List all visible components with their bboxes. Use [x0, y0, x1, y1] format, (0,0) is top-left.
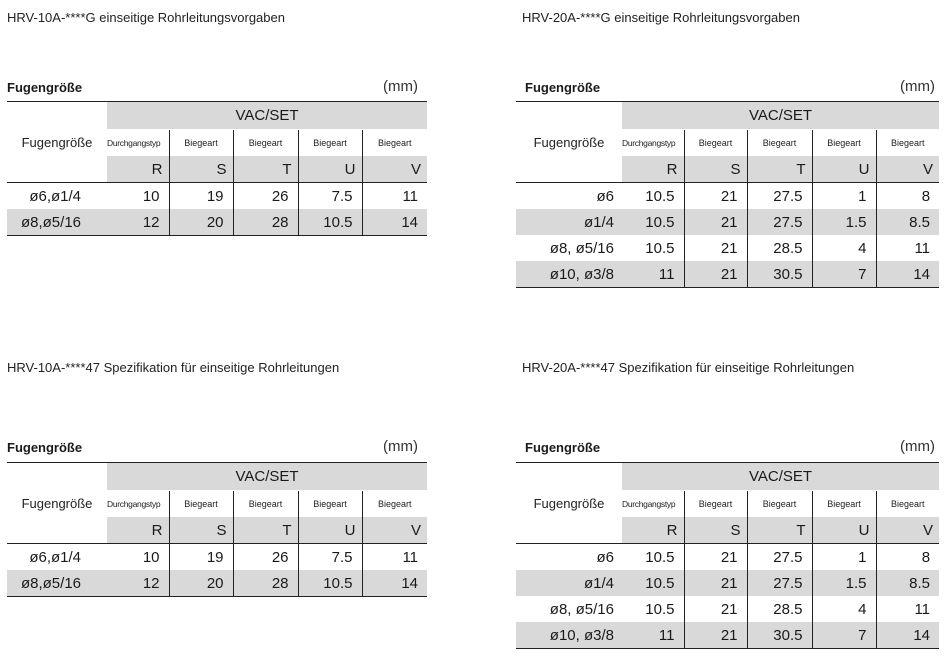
column-letter: R: [622, 517, 684, 544]
value-cell: 10.5: [622, 183, 684, 210]
value-cell: 10.5: [645, 600, 675, 618]
value-cell: 21: [684, 570, 747, 596]
value-cell: 26: [233, 183, 298, 210]
value-cell: 8.5: [876, 570, 939, 596]
value-cell: 27.5: [747, 544, 812, 571]
spec-panel-hrv10a-g: [7, 10, 429, 250]
panel-title: HRV-10A-****G einseitige Rohrleitungsvorgaben: [7, 10, 285, 25]
type-label: Biegeart: [298, 491, 362, 518]
column-letter: T: [747, 156, 812, 183]
vac-set-header: VAC/SET: [107, 102, 427, 130]
size-cell: ø6: [516, 183, 622, 210]
size-cell: ø1/4: [516, 209, 622, 235]
value-cell: 19: [169, 544, 233, 571]
vac-set-header: VAC/SET: [622, 102, 939, 130]
vac-set-header: VAC/SET: [622, 463, 939, 491]
table-heading: Fugengröße: [7, 440, 83, 455]
value-cell: 20: [169, 570, 233, 597]
type-label: Biegeart: [876, 491, 939, 518]
type-label: Biegeart: [298, 130, 362, 157]
size-cell: ø8, ø5/16: [549, 600, 614, 618]
table-row: [516, 622, 939, 649]
column-letter: T: [233, 156, 298, 183]
value-cell: 11: [622, 622, 684, 649]
value-cell: 14: [362, 570, 427, 597]
type-label: Biegeart: [169, 130, 233, 157]
value-cell: 27.5: [747, 209, 812, 235]
row-header-label: Fugengröße: [7, 463, 107, 544]
spec-table: [516, 101, 939, 288]
value-cell: 21: [684, 261, 747, 288]
value-cell: 10: [107, 544, 169, 571]
column-letter: U: [812, 517, 876, 544]
value-cell: 12: [107, 570, 169, 597]
value-cell: 7.5: [298, 183, 362, 210]
column-letter: U: [812, 156, 876, 183]
column-letter: S: [169, 156, 233, 183]
value-cell: 20: [169, 209, 233, 236]
table-row: [516, 261, 939, 288]
value-cell: 11: [876, 235, 939, 261]
type-label: Biegeart: [747, 130, 812, 157]
unit-label: (mm): [900, 78, 935, 95]
unit-label: (mm): [383, 438, 418, 455]
table-row: [516, 544, 939, 571]
size-cell: ø6,ø1/4: [7, 544, 107, 571]
value-cell: 1.5: [812, 209, 876, 235]
value-cell: 21: [684, 183, 747, 210]
size-cell: ø6: [516, 544, 622, 571]
value-cell: 1: [812, 544, 876, 571]
panel-title: HRV-10A-****47 Spezifikation für einseitige Rohrleitungen: [7, 360, 340, 375]
type-label: Biegeart: [169, 491, 233, 518]
value-cell: 4: [812, 596, 876, 622]
column-letter: R: [107, 156, 169, 183]
value-cell: 10.5: [622, 544, 684, 571]
column-letter: R: [622, 156, 684, 183]
value-cell: 14: [362, 209, 427, 236]
value-cell: 1: [812, 183, 876, 210]
value-cell: 21: [684, 209, 747, 235]
column-letter: T: [747, 517, 812, 544]
table-heading: Fugengröße: [525, 440, 601, 455]
size-cell: ø8,ø5/16: [7, 570, 107, 597]
spec-panel-hrv20a-47: [522, 360, 942, 657]
type-label: Durchgangstyp: [107, 130, 169, 157]
value-cell: 8: [876, 183, 939, 210]
size-cell: ø10, ø3/8: [516, 261, 622, 288]
value-cell: 26: [233, 544, 298, 571]
table-row: [7, 209, 427, 236]
value-cell: 7: [812, 261, 876, 288]
value-cell: 10.5: [622, 209, 684, 235]
value-cell: 21: [684, 622, 747, 649]
value-cell: 11: [362, 544, 427, 571]
table-row: [7, 544, 427, 571]
value-cell: 7: [812, 622, 876, 649]
value-cell: 11: [362, 183, 427, 210]
type-label: Biegeart: [684, 491, 747, 518]
value-cell: 28.5: [747, 235, 812, 261]
type-label: Biegeart: [233, 130, 298, 157]
table-row: [7, 570, 427, 597]
table-heading: Fugengröße: [525, 80, 601, 95]
column-letter: V: [362, 517, 427, 544]
value-cell: 4: [812, 235, 876, 261]
value-cell: 8.5: [876, 209, 939, 235]
row-header-label: Fugengröße: [516, 102, 622, 183]
value-cell: 10.5: [298, 209, 362, 236]
column-letter: S: [684, 517, 747, 544]
panel-title: HRV-20A-****47 Spezifikation für einseitige Rohrleitungen: [522, 360, 855, 375]
table-row: [516, 235, 939, 261]
unit-label: (mm): [900, 438, 935, 455]
column-letter: S: [169, 517, 233, 544]
type-label: Biegeart: [684, 130, 747, 157]
size-cell: ø1/4: [516, 570, 622, 596]
value-cell: 27.5: [747, 183, 812, 210]
type-label: Durchgangstyp: [622, 130, 684, 157]
size-cell: ø6,ø1/4: [7, 183, 107, 210]
value-cell: 30.5: [747, 622, 812, 649]
value-cell: 30.5: [747, 261, 812, 288]
table-row: [7, 183, 427, 210]
row-header-label: Fugengröße: [7, 102, 107, 183]
column-letter: U: [298, 156, 362, 183]
value-cell: 1.5: [812, 570, 876, 596]
value-cell: 14: [876, 622, 939, 649]
table-row: [516, 209, 939, 235]
value-cell: 11: [876, 596, 939, 622]
column-letter: R: [107, 517, 169, 544]
type-label: Biegeart: [233, 491, 298, 518]
panel-title: HRV-20A-****G einseitige Rohrleitungsvorgaben: [522, 10, 800, 25]
type-label: Durchgangstyp: [622, 491, 684, 518]
value-cell: 7.5: [298, 544, 362, 571]
vac-set-header: VAC/SET: [107, 463, 427, 491]
type-label: Biegeart: [812, 491, 876, 518]
value-cell: 28.5: [747, 596, 812, 622]
value-cell: 21: [684, 544, 747, 571]
spec-table: [7, 101, 427, 236]
table-row: [516, 570, 939, 596]
type-label: Biegeart: [362, 130, 427, 157]
column-letter: S: [684, 156, 747, 183]
value-cell: 10.5: [645, 239, 675, 257]
column-letter: U: [298, 517, 362, 544]
spec-table: [516, 462, 939, 649]
value-cell: 21: [684, 235, 747, 261]
value-cell: 10.5: [622, 570, 684, 596]
column-letter: V: [876, 156, 939, 183]
size-cell: ø10, ø3/8: [516, 622, 622, 649]
value-cell: 10.5: [298, 570, 362, 597]
size-cell: ø8,ø5/16: [7, 209, 107, 236]
value-cell: 27.5: [747, 570, 812, 596]
value-cell: 14: [876, 261, 939, 288]
type-label: Biegeart: [362, 491, 427, 518]
type-label: Durchgangstyp: [107, 491, 169, 518]
value-cell: 19: [169, 183, 233, 210]
spec-panel-hrv20a-g: [522, 10, 942, 300]
type-label: Biegeart: [876, 130, 939, 157]
value-cell: 28: [233, 570, 298, 597]
value-cell: 28: [233, 209, 298, 236]
value-cell: 8: [876, 544, 939, 571]
column-letter: T: [233, 517, 298, 544]
value-cell: 12: [107, 209, 169, 236]
value-cell: 10: [107, 183, 169, 210]
table-row: [516, 183, 939, 210]
unit-label: (mm): [383, 78, 418, 95]
value-cell: 11: [622, 261, 684, 288]
column-letter: V: [362, 156, 427, 183]
type-label: Biegeart: [812, 130, 876, 157]
spec-panel-hrv10a-47: [7, 360, 429, 605]
size-cell: ø8, ø5/16: [549, 239, 614, 257]
row-header-label: Fugengröße: [516, 463, 622, 544]
table-heading: Fugengröße: [7, 80, 83, 95]
type-label: Biegeart: [747, 491, 812, 518]
spec-table: [7, 462, 427, 597]
column-letter: V: [876, 517, 939, 544]
table-row: [516, 596, 939, 622]
value-cell: 21: [684, 596, 747, 622]
